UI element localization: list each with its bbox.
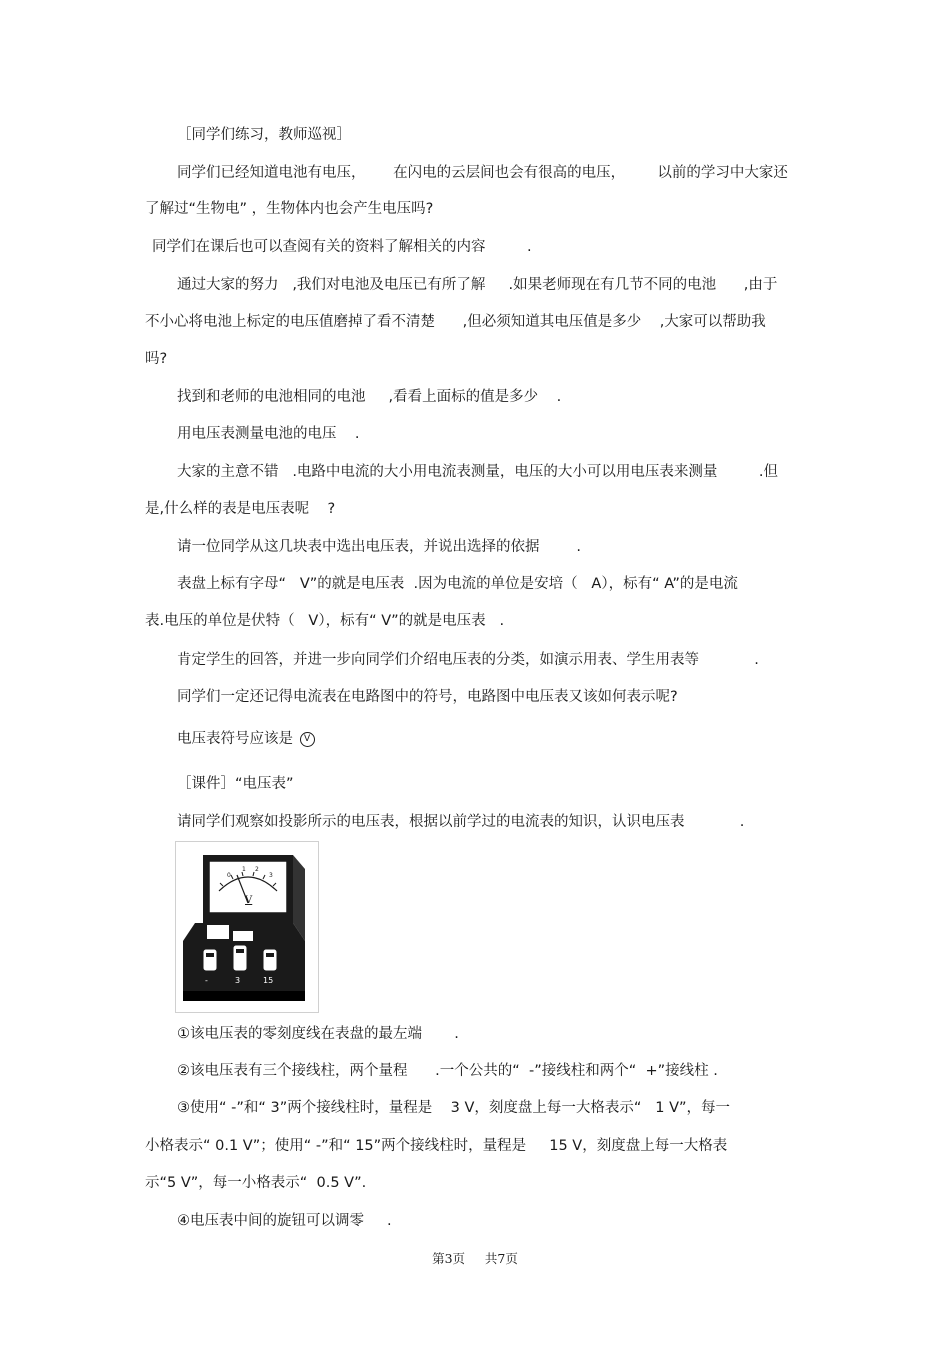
paragraph: 用电压表测量电池的电压 . xyxy=(177,426,360,442)
voltmeter-symbol-text: 电压表符号应该是 xyxy=(177,731,293,747)
paragraph: 同学们一定还记得电流表在电路图中的符号，电路图中电压表又该如何表示呢? xyxy=(177,689,678,705)
paragraph: 表.电压的单位是伏特（ V），标有“ V”的就是电压表 . xyxy=(145,613,505,629)
paragraph: 不小心将电池上标定的电压值磨掉了看不清楚 ,但必须知道其电压值是多少 ,大家可以帮助我 xyxy=(145,314,766,330)
paragraph xyxy=(177,729,315,749)
paragraph: 小格表示“ 0.1 V”；使用“ -”和“ 15”两个接线柱时，量程是 15 V，刻度盘上每一大格表 xyxy=(145,1138,728,1154)
paragraph: 示“5 V”，每一小格表示“ 0.5 V”. xyxy=(145,1175,367,1191)
paragraph: ［同学们练习，教师巡视］ xyxy=(177,127,351,143)
paragraph: 同学们已经知道电池有电压， 在闪电的云层间也会有很高的电压， 以前的学习中大家还 xyxy=(177,165,788,181)
paragraph: ④电压表中间的旋钮可以调零 . xyxy=(177,1213,392,1229)
scale-mark: 2 xyxy=(255,866,259,873)
scale-mark: 0 xyxy=(227,872,231,879)
scale-mark: 1 xyxy=(242,866,246,873)
paragraph: 表盘上标有字母“ V”的就是电压表 .因为电流的单位是安培（ A），标有“ A”的是电流 xyxy=(177,576,738,592)
scale-mark: 3 xyxy=(269,872,273,879)
paragraph: ①该电压表的零刻度线在表盘的最左端 . xyxy=(177,1026,459,1042)
terminal-label: - xyxy=(205,976,208,985)
paragraph: ③使用“ -”和“ 3”两个接线柱时，量程是 3 V，刻度盘上每一大格表示“ 1 V”，每一 xyxy=(177,1100,731,1116)
paragraph: 找到和老师的电池相同的电池 ,看看上面标的值是多少 . xyxy=(177,389,562,405)
terminal-label: 15 xyxy=(263,976,274,985)
voltmeter-figure xyxy=(175,841,319,1013)
paragraph: 肯定学生的回答，并进一步向同学们介绍电压表的分类，如演示用表、学生用表等 . xyxy=(177,652,759,668)
paragraph: 是,什么样的表是电压表呢 ? xyxy=(145,501,336,517)
paragraph: ②该电压表有三个接线柱，两个量程 .一个公共的“ -”接线柱和两个“ +”接线柱 . xyxy=(177,1063,718,1079)
terminal-label: 3 xyxy=(235,976,241,985)
page-footer: 第3页 共7页 xyxy=(432,1251,518,1266)
dial-letter: V xyxy=(245,895,253,906)
paragraph: 请同学们观察如投影所示的电压表，根据以前学过的电流表的知识，认识电压表 . xyxy=(177,814,745,830)
paragraph: 吗? xyxy=(145,351,168,367)
voltmeter-symbol-icon: V xyxy=(300,732,315,747)
paragraph: 了解过“生物电” ，生物体内也会产生电压吗? xyxy=(145,201,434,217)
paragraph: ［课件］“电压表” xyxy=(177,776,294,792)
paragraph: 同学们在课后也可以查阅有关的资料了解相关的内容 . xyxy=(152,239,532,255)
paragraph: 请一位同学从这几块表中选出电压表，并说出选择的依据 . xyxy=(177,539,581,555)
paragraph: 通过大家的努力 ,我们对电池及电压已有所了解 .如果老师现在有几节不同的电池 ,由于 xyxy=(177,277,778,293)
paragraph: 大家的主意不错 .电路中电流的大小用电流表测量，电压的大小可以用电压表来测量 .但 xyxy=(177,464,779,480)
